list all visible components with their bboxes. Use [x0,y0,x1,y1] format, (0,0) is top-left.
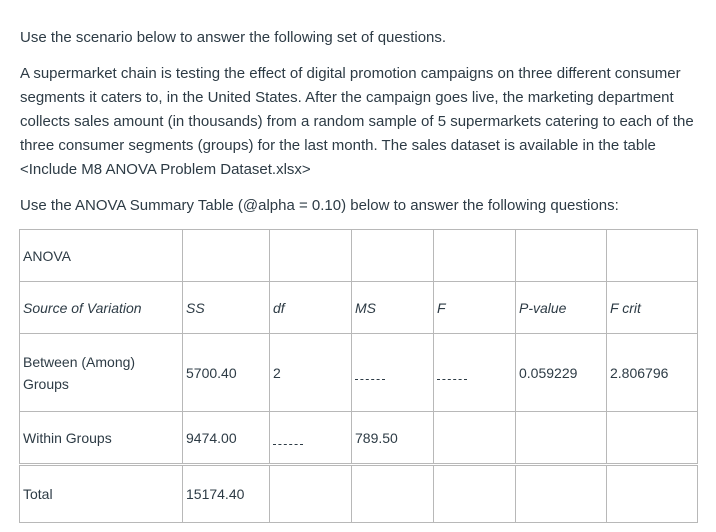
between-ss: 5700.40 [183,334,270,412]
between-df: 2 [270,334,352,412]
scenario-text: A supermarket chain is testing the effect of digital promotion campaigns on three different consumer segments it caters to, in the United States. After the campaign goes live, the marketing department collects sales amount (in thousands) from a random sample of 5 supermarkets catering to each of the three consumer segments (groups) for the last month. The sales dataset is available in the table <Include M8 ANOVA Problem Dataset.xlsx> [20,65,694,178]
total-ss: 15174.40 [183,465,270,523]
anova-summary-table [19,229,698,523]
intro-text: Use the scenario below to answer the following set of questions. [20,29,447,46]
between-label: Between (Among) Groups [20,334,183,412]
empty-cell [352,465,434,523]
empty-cell [607,465,698,523]
empty-cell [352,230,434,282]
table-row-between [20,334,698,412]
empty-cell [270,465,352,523]
within-ss: 9474.00 [183,412,270,465]
empty-cell [183,230,270,282]
header-df: df [270,282,352,334]
instruction-text: Use the ANOVA Summary Table (@alpha = 0.10) below to answer the following questions: [20,197,619,214]
within-ms: 789.50 [352,412,434,465]
empty-cell [434,412,516,465]
empty-cell [434,230,516,282]
between-pvalue: 0.059229 [516,334,607,412]
empty-cell [516,412,607,465]
header-fcrit: F crit [607,282,698,334]
blank-line [437,367,467,380]
header-f: F [434,282,516,334]
empty-cell [607,230,698,282]
empty-cell [607,412,698,465]
blank-line [355,367,385,380]
table-header-row [20,282,698,334]
total-label: Total [20,465,183,523]
header-pvalue: P-value [516,282,607,334]
empty-cell [434,465,516,523]
within-label: Within Groups [20,412,183,465]
blank-line [273,432,303,445]
header-ms: MS [352,282,434,334]
header-source: Source of Variation [20,282,183,334]
header-ss: SS [183,282,270,334]
between-fcrit: 2.806796 [607,334,698,412]
empty-cell [516,230,607,282]
table-row-total [20,465,698,523]
empty-cell [516,465,607,523]
empty-cell [270,230,352,282]
table-row-within [20,412,698,465]
between-f-blank [434,334,516,412]
between-ms-blank [352,334,434,412]
table-title: ANOVA [20,230,183,282]
within-df-blank [270,412,352,465]
table-title-row [20,230,698,282]
